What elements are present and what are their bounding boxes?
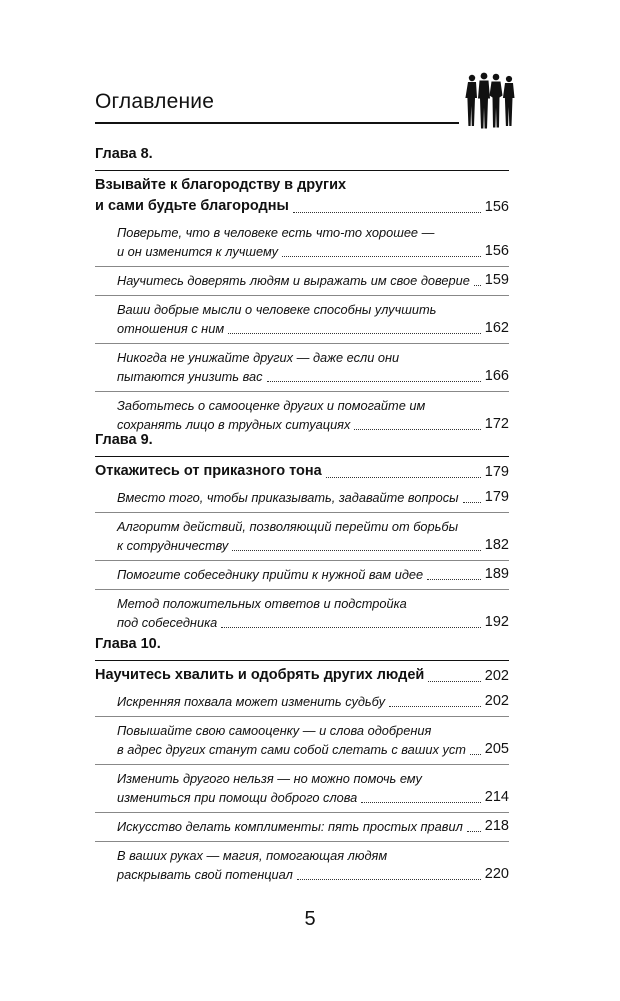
chapter-9 (95, 430, 509, 637)
item-text: Искусство делать комплименты: пять простых правил (117, 819, 463, 834)
item-line: Алгоритм действий, позволяющий перейти от борьбы (117, 519, 459, 534)
item-text: и он изменится к лучшему (117, 244, 278, 259)
leader-dots (221, 626, 481, 628)
leader-dots (293, 211, 481, 213)
page-ref: 205 (484, 741, 509, 757)
chapter-label: Глава 8. (95, 146, 153, 162)
page-ref: 162 (484, 320, 509, 336)
chapter-title-entry[interactable] (95, 665, 509, 686)
item-line: В ваших руках — магия, помогающая людям (117, 848, 388, 863)
list-item[interactable] (95, 484, 509, 512)
chapter-title (95, 660, 509, 686)
business-people-silhouettes-icon (462, 70, 522, 130)
page-ref: 214 (484, 789, 509, 805)
item-text: измениться при помощи доброго слова (117, 790, 358, 805)
list-item[interactable] (95, 343, 509, 391)
list-item[interactable] (95, 560, 509, 589)
item-text: Помогите собеседнику прийти к нужной вам идее (117, 567, 424, 582)
item-text: пытаются унизить вас (117, 369, 263, 384)
page-ref: 218 (484, 818, 509, 834)
leader-dots (463, 501, 481, 503)
item-text: раскрывать свой потенциал (117, 867, 293, 882)
list-item[interactable] (95, 219, 509, 266)
list-item[interactable] (95, 764, 509, 812)
item-text: в адрес других станут сами собой слетать с ваших уст (117, 742, 466, 757)
item-line: Ваши добрые мысли о человеке способны улучшить (117, 302, 437, 317)
chapter-title-entry[interactable] (95, 461, 509, 482)
chapter-8 (95, 144, 509, 439)
item-text: к сотрудничеству (117, 538, 229, 553)
leader-dots (389, 705, 481, 707)
item-line: Повышайте свою самооценку — и слова одобрения (117, 723, 432, 738)
item-text: Научитесь доверять людям и выражать им свое доверие (117, 273, 470, 288)
leader-dots (297, 878, 481, 880)
item-line: Заботьтесь о самооценке других и помогайте им (117, 398, 426, 413)
item-text: Вместо того, чтобы приказывать, задавайте вопросы (117, 490, 459, 505)
chapter-title (95, 170, 509, 217)
chapter-title-text: Откажитесь от приказного тона (95, 463, 322, 479)
list-item[interactable] (95, 812, 509, 841)
item-text: Искренняя похвала может изменить судьбу (117, 694, 385, 709)
chapter-title-entry[interactable] (95, 196, 509, 217)
page-ref: 159 (484, 272, 509, 288)
page-ref: 202 (484, 668, 509, 684)
chapter-label: Глава 10. (95, 636, 161, 652)
leader-dots (427, 578, 481, 580)
leader-dots (282, 255, 481, 257)
page-number: 5 (304, 908, 316, 930)
item-text: отношения с ним (117, 321, 225, 336)
leader-dots (474, 284, 481, 286)
item-text: сохранять лицо в трудных ситуациях (117, 417, 351, 432)
page-ref: 179 (484, 489, 509, 505)
list-item[interactable] (95, 716, 509, 764)
leader-dots (470, 753, 481, 755)
list-item[interactable] (95, 688, 509, 716)
page-ref: 202 (484, 693, 509, 709)
page-ref: 166 (484, 368, 509, 384)
section-list (95, 219, 509, 439)
leader-dots (428, 680, 481, 682)
leader-dots (267, 380, 481, 382)
chapter-10 (95, 634, 509, 889)
page-ref: 182 (484, 537, 509, 553)
list-item[interactable] (95, 266, 509, 295)
chapter-label: Глава 9. (95, 432, 153, 448)
item-text: под собеседника (117, 615, 218, 630)
list-item[interactable] (95, 589, 509, 637)
page-ref: 156 (484, 199, 509, 215)
chapter-title-text: Научитесь хвалить и одобрять других людей (95, 667, 425, 683)
page-ref: 172 (484, 416, 509, 432)
page-ref: 156 (484, 243, 509, 259)
list-item[interactable] (95, 841, 509, 889)
section-list (95, 688, 509, 889)
leader-dots (326, 476, 481, 478)
section-list (95, 484, 509, 637)
chapter-title (95, 456, 509, 482)
leader-dots (467, 830, 481, 832)
page-ref: 189 (484, 566, 509, 582)
leader-dots (361, 801, 480, 803)
chapter-title-text: и сами будьте благородны (95, 198, 289, 214)
item-line: Никогда не унижайте других — даже если они (117, 350, 400, 365)
leader-dots (228, 332, 481, 334)
page-ref: 220 (484, 866, 509, 882)
item-line: Метод положительных ответов и подстройка (117, 596, 407, 611)
page-ref: 192 (484, 614, 509, 630)
chapter-title-line: Взывайте к благородству в других (95, 177, 347, 193)
leader-dots (232, 549, 481, 551)
page-title: Оглавление (95, 90, 215, 113)
page-ref: 179 (484, 464, 509, 480)
list-item[interactable] (95, 512, 509, 560)
list-item[interactable] (95, 295, 509, 343)
item-line: Поверьте, что в человеке есть что-то хорошее — (117, 225, 435, 240)
item-line: Изменить другого нельзя — но можно помочь ему (117, 771, 422, 786)
header-rule (95, 122, 459, 124)
